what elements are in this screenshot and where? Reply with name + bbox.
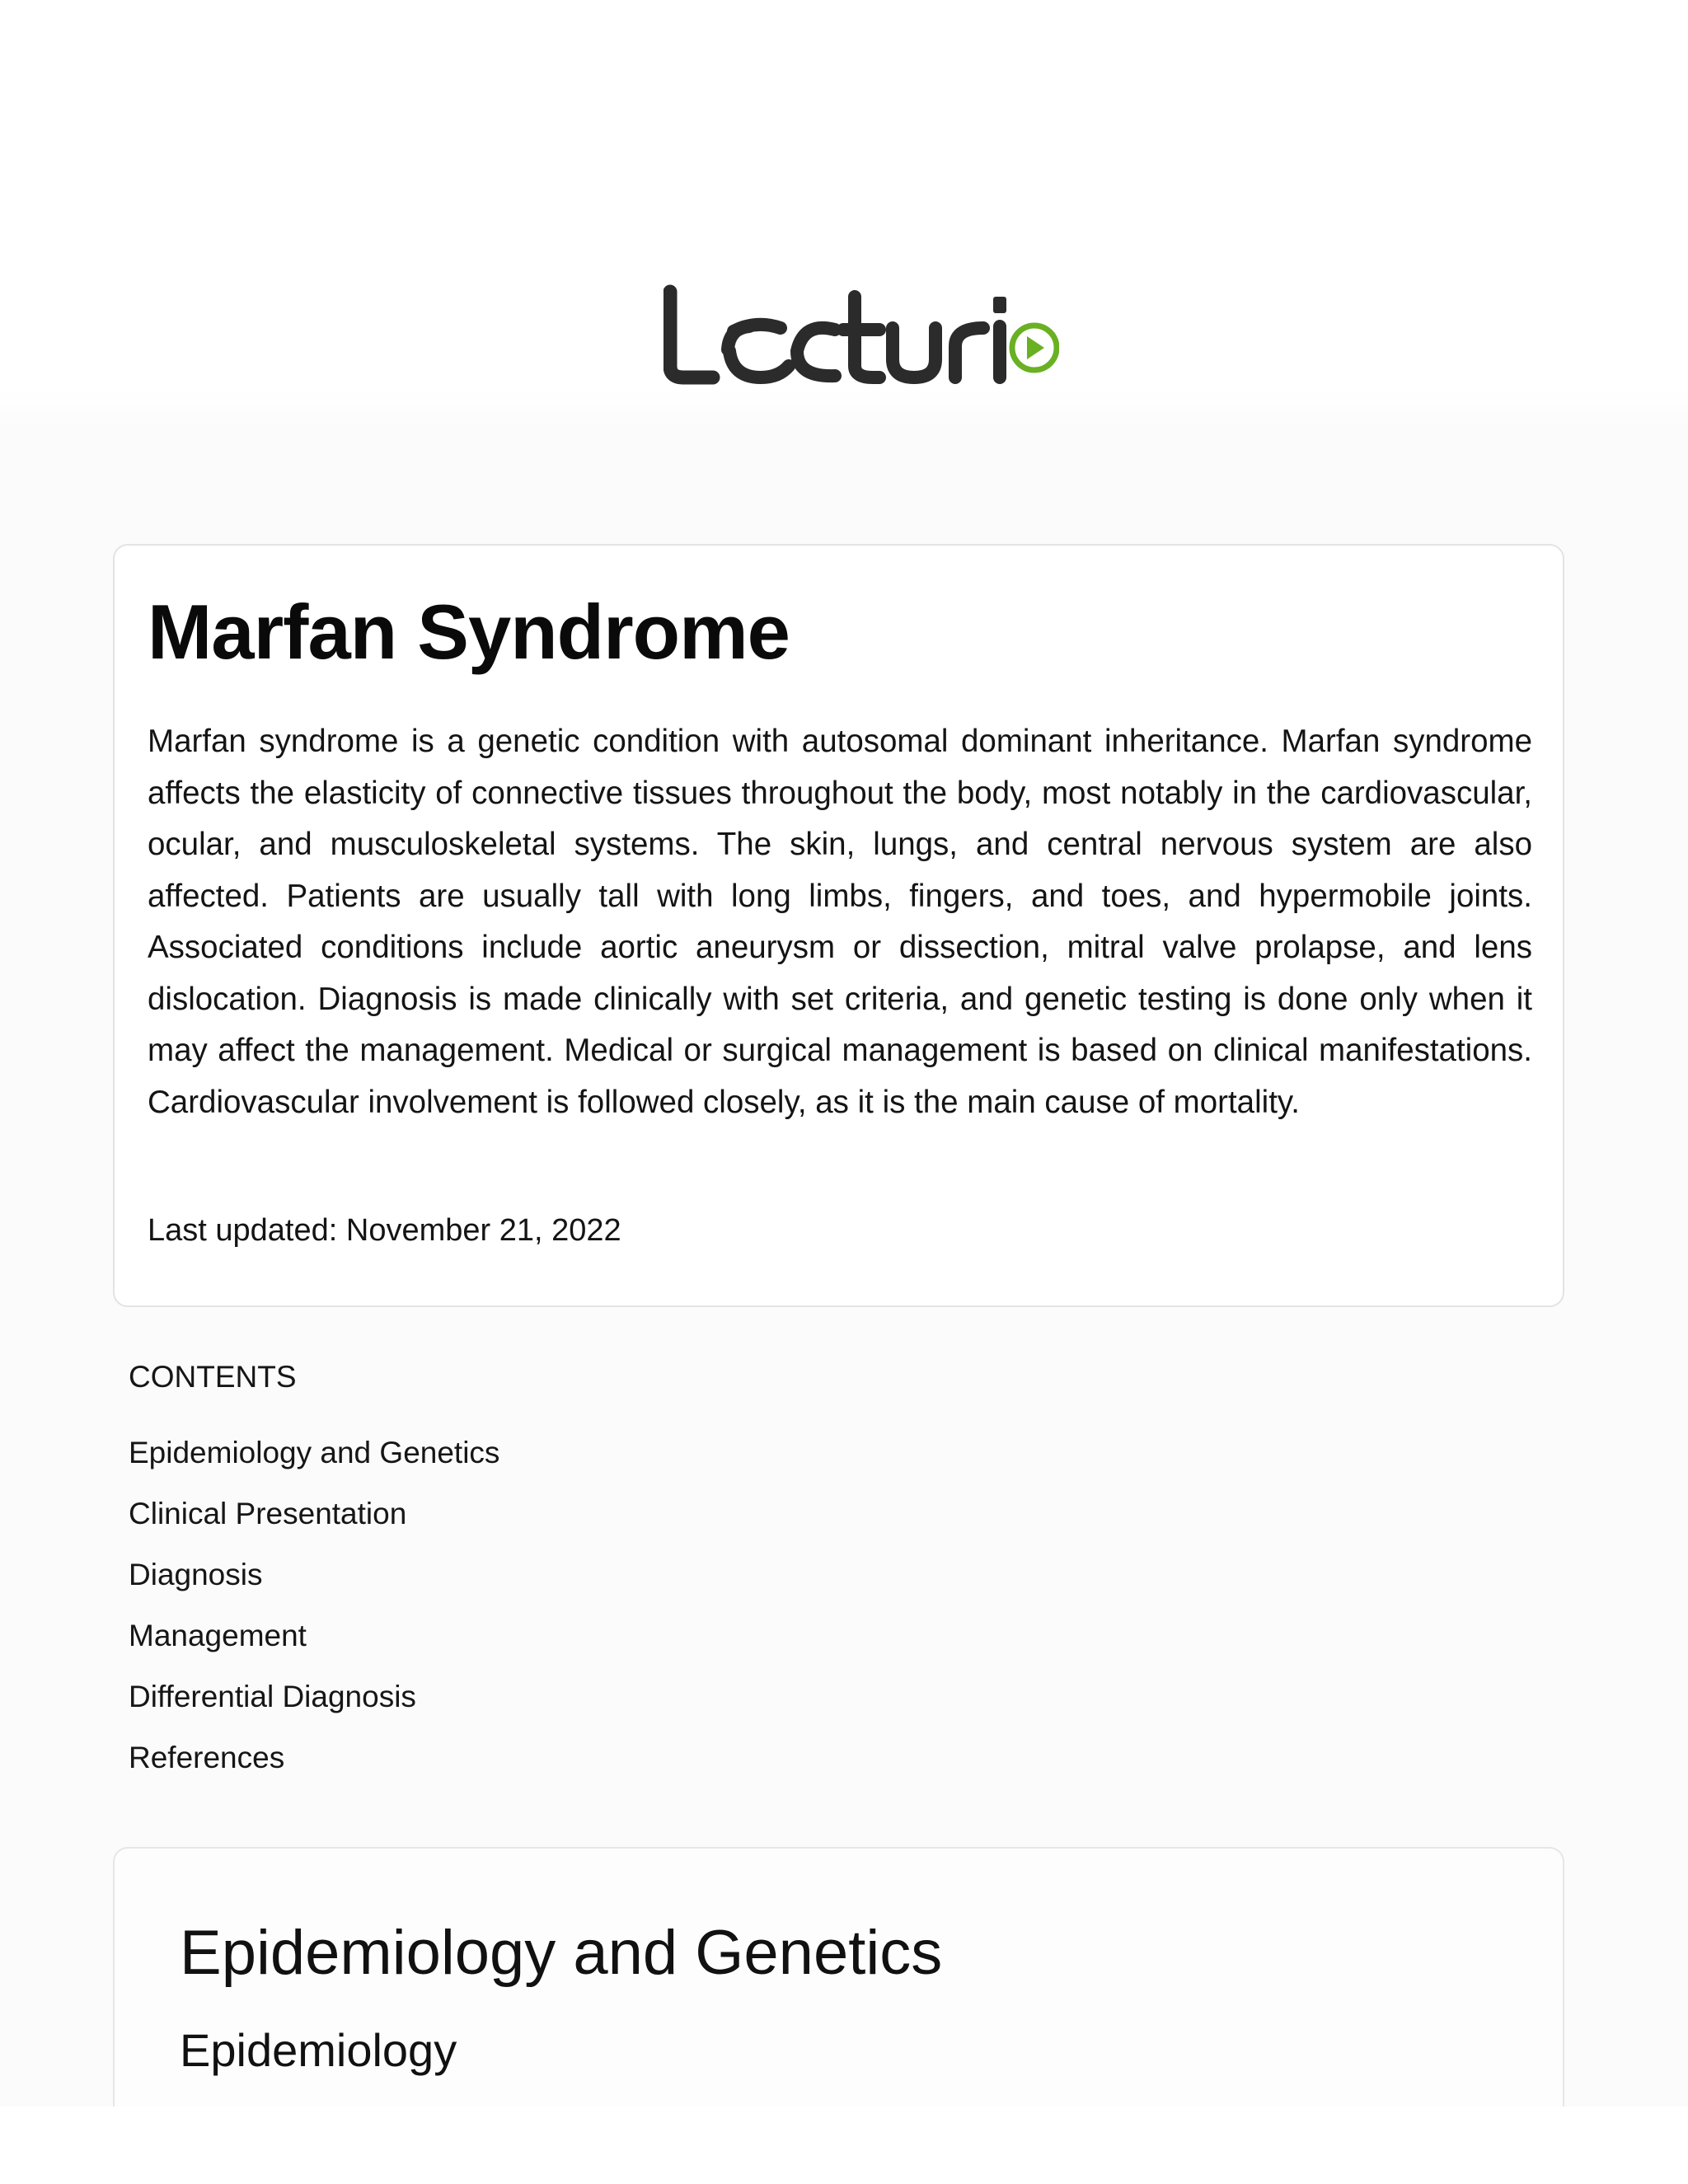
last-updated-date: November 21, 2022 xyxy=(345,1213,621,1248)
lecturio-logo xyxy=(663,280,1059,387)
contents-item-management[interactable]: Management xyxy=(129,1619,307,1652)
contents-item-references[interactable]: References xyxy=(129,1741,285,1774)
table-of-contents xyxy=(129,1358,870,1800)
last-updated-label: Last updated: xyxy=(148,1213,338,1248)
page-bottom-margin xyxy=(0,2107,1688,2184)
last-updated xyxy=(148,1212,621,1249)
contents-heading: CONTENTS xyxy=(129,1360,297,1394)
summary-paragraph: Marfan syndrome is a genetic condition with autosomal dominant inheritance. Marfan syndrome affects the elasticity of connective tissues throughout the body, most notably in the cardiovascular, ocular, and musculoskeletal systems. The skin, lungs, and central nervous system are also affected. Patients are usually tall with long limbs, fingers, and toes, and hypermobile joints. Associated conditions include aortic aneurysm or dissection, mitral valve prolapse, and lens dislocation. Diagnosis is made clinically with set criteria, and genetic testing is done only when it may affect the management. Medical or surgical management is based on clinical manifestations. Cardiovascular involvement is followed closely, as it is the main cause of mortality. xyxy=(148,724,1532,1120)
section-title: Epidemiology and Genetics xyxy=(180,1918,943,1988)
summary-card xyxy=(113,544,1564,1307)
contents-item-diagnosis[interactable]: Diagnosis xyxy=(129,1558,263,1591)
subsection-title: Epidemiology xyxy=(180,2024,457,2076)
contents-list xyxy=(129,1434,870,1777)
contents-item-clinical-presentation[interactable]: Clinical Presentation xyxy=(129,1497,407,1530)
page-title: Marfan Syndrome xyxy=(148,588,790,675)
contents-item-epidemiology-and-genetics[interactable]: Epidemiology and Genetics xyxy=(129,1436,500,1469)
contents-item-differential-diagnosis[interactable]: Differential Diagnosis xyxy=(129,1680,416,1713)
lecturio-logo-icon xyxy=(663,280,1059,387)
